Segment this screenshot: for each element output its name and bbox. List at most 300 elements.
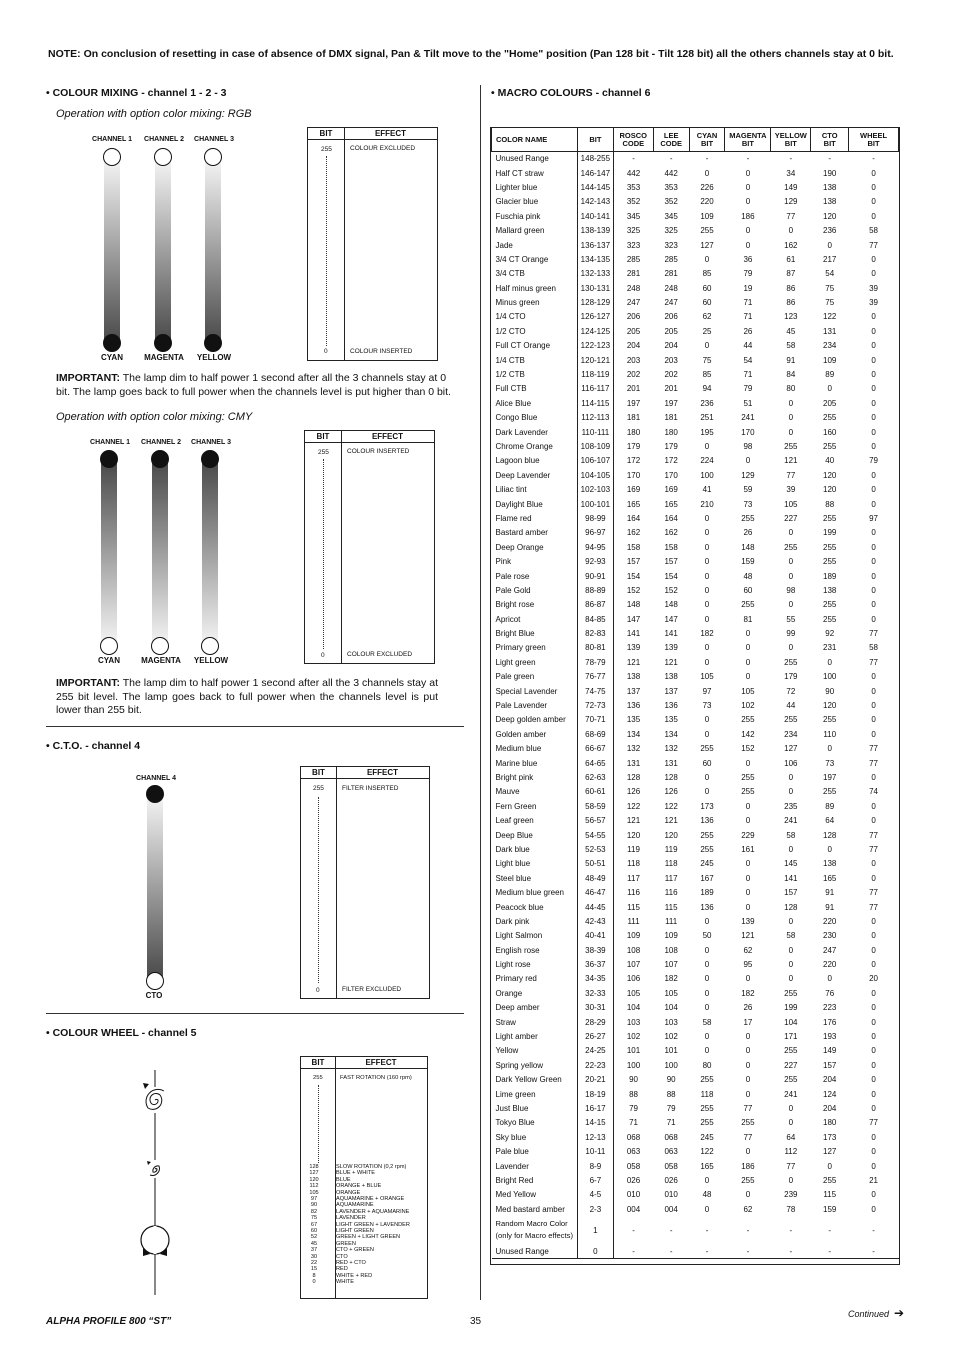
macro-color-name: Deep Lavender: [495, 470, 551, 480]
macro-cell: 255: [823, 787, 837, 797]
macro-cell: 172: [626, 456, 641, 466]
macro-cell: 77: [869, 744, 879, 754]
macro-cell: 170: [741, 427, 755, 437]
macro-cell: 116: [664, 888, 678, 898]
cmy-effect-table: [304, 430, 435, 664]
rgb-subtitle: Operation with option color mixing: RGB: [56, 108, 252, 120]
macro-cell: 180: [664, 427, 678, 437]
macro-cell: 0: [704, 542, 710, 552]
macro-cell: 152: [626, 585, 641, 595]
macro-cell: 0: [704, 1175, 710, 1185]
macro-cell: 255: [741, 715, 755, 725]
macro-color-name: Pink: [495, 557, 512, 567]
macro-cell: 146-147: [577, 166, 613, 180]
macro-cell: -: [725, 1244, 771, 1258]
macro-cell: 147: [664, 614, 678, 624]
macro-cell: 77: [786, 1161, 796, 1171]
macro-cell: -: [811, 1244, 849, 1258]
cto-open-circle: [146, 972, 164, 990]
macro-cell: 0: [704, 513, 710, 523]
macro-cell: 0: [827, 240, 832, 250]
cmy-cyan-open-circle: [100, 637, 118, 655]
macro-cell: 114-115: [577, 396, 613, 410]
macro-column-header: MAGENTA BIT: [725, 128, 771, 152]
macro-color-name: Jade: [495, 240, 513, 250]
macro-cell: 0: [871, 1204, 876, 1214]
macro-cell: 0: [704, 960, 710, 970]
macro-color-name: Lighter blue: [495, 182, 538, 192]
macro-cell: 255: [784, 542, 798, 552]
macro-cell: 80: [702, 1060, 712, 1070]
macro-cell: 138: [823, 585, 837, 595]
macro-color-name: 1/2 CTO: [495, 326, 526, 336]
macro-color-name: Deep amber: [495, 1003, 540, 1013]
macro-cell: 0: [788, 960, 794, 970]
macro-color-name: Lagoon blue: [495, 456, 540, 466]
macro-cell: 1: [577, 1216, 613, 1244]
macro-cell: 255: [784, 988, 798, 998]
rgb-effect-table: [307, 127, 438, 361]
macro-cell: 52-53: [577, 842, 613, 856]
macro-cell: 165: [823, 873, 837, 883]
macro-cell: 106-107: [577, 454, 613, 468]
macro-cell: 197: [664, 398, 678, 408]
macro-cell: 0: [871, 931, 876, 941]
macro-cell: 186: [741, 1161, 755, 1171]
macro-cell: 325: [664, 226, 678, 236]
macro-color-name: Apricot: [495, 614, 521, 624]
macro-cell: 90: [629, 1075, 638, 1085]
macro-cell: 0: [704, 643, 710, 653]
macro-cell: 193: [823, 1032, 837, 1042]
macro-cell: 0: [871, 542, 876, 552]
macro-cell: 227: [784, 1060, 798, 1070]
macro-cell: 77: [869, 902, 879, 912]
macro-cell: 120-121: [577, 353, 613, 367]
macro-color-name: Light amber: [495, 1032, 538, 1042]
macro-cell: 0: [788, 600, 794, 610]
macro-cell: 95: [743, 960, 753, 970]
macro-cell: 147: [626, 614, 641, 624]
macro-color-name: Spring yellow: [495, 1060, 544, 1070]
macro-color-name: Deep Orange: [495, 542, 544, 552]
macro-cell: 44: [786, 701, 796, 711]
macro-table-row: [492, 425, 899, 439]
macro-cell: 79: [629, 1103, 638, 1113]
macro-cell: 75: [825, 298, 835, 308]
wheel-row-effect: GREEN: [336, 1240, 356, 1247]
macro-cell: 12-13: [577, 1130, 613, 1144]
macro-cell: 255: [823, 614, 837, 624]
macro-table-row: [492, 267, 899, 281]
macro-table-row: [492, 929, 899, 943]
wheel-row-bit: 128: [309, 1164, 319, 1170]
macro-cell: 90: [825, 686, 835, 696]
macro-color-name: Light rose: [495, 960, 531, 970]
macro-table-row: [492, 957, 899, 971]
macro-cell: 141: [626, 629, 641, 639]
macro-cell: 100: [823, 672, 837, 682]
macro-table-row: [492, 1202, 899, 1216]
macro-cell: 157: [664, 557, 678, 567]
macro-cell: 138: [823, 859, 837, 869]
macro-table-row: [492, 871, 899, 885]
macro-cell: 0: [827, 657, 832, 667]
macro-cell: 0: [745, 1032, 751, 1042]
macro-table-row: [492, 972, 899, 986]
macro-cell: 105: [784, 499, 798, 509]
macro-cell: 109: [626, 931, 641, 941]
macro-cell: 442: [626, 168, 641, 178]
rgb-cyan-bar: [104, 160, 120, 342]
macro-cell: 169: [626, 485, 641, 495]
macro-cell: -: [872, 1225, 875, 1235]
macro-color-name: Pale blue: [495, 1147, 529, 1157]
macro-cell: 90-91: [577, 569, 613, 583]
macro-cell: 77: [869, 629, 879, 639]
product-name: ALPHA PROFILE 800 “ST”: [46, 1316, 172, 1327]
macro-cell: 167: [700, 873, 714, 883]
macro-cell: 128-129: [577, 295, 613, 309]
top-effect: FAST ROTATION (160 rpm): [340, 1075, 412, 1081]
macro-cell: 255: [784, 1075, 798, 1085]
macro-cell: 71: [629, 1118, 638, 1128]
bottom-effect: FILTER EXCLUDED: [342, 986, 402, 993]
macro-table-row: [492, 396, 899, 410]
macro-color-name: Pale Gold: [495, 585, 531, 595]
macro-color-name: Chrome Orange: [495, 442, 553, 451]
macro-cell: 87: [786, 269, 796, 279]
macro-cell: 0: [745, 182, 751, 192]
macro-cell: 136-137: [577, 238, 613, 252]
table-header: [305, 431, 434, 443]
macro-cell: 116-117: [577, 382, 613, 396]
macro-cell: -: [828, 1225, 832, 1235]
macro-cell: 0: [871, 341, 876, 351]
rgb-cyan-open-circle: [103, 148, 121, 166]
macro-cell: 77: [869, 240, 879, 250]
wheel-row-effect: AQUAMARINE + ORANGE: [336, 1196, 405, 1202]
macro-cell: 115: [664, 902, 678, 912]
macro-cell: 26-27: [577, 1029, 613, 1043]
macro-cell: 126: [626, 787, 641, 797]
macro-color-name: 3/4 CT Orange: [495, 254, 549, 264]
macro-cell: 189: [700, 888, 714, 898]
macro-cell: 62-63: [577, 770, 613, 784]
macro-cell: 0: [871, 1017, 876, 1027]
macro-cell: 0: [871, 1089, 876, 1099]
macro-cell: 0: [871, 801, 876, 811]
macro-cell: 135: [664, 715, 678, 725]
rgb-magenta-filled-circle: [154, 334, 172, 352]
macro-cell: 239: [784, 1190, 798, 1200]
macro-cell: 004: [664, 1204, 678, 1214]
macro-cell: 71: [743, 370, 753, 380]
wheel-row-effect: ORANGE: [336, 1189, 361, 1196]
macro-cell: 180: [626, 427, 641, 437]
page-number: 35: [470, 1316, 482, 1327]
macro-color-name: Dark Lavender: [495, 427, 548, 437]
macro-cell: -: [849, 1244, 899, 1258]
macro-cell: 107: [664, 960, 678, 970]
macro-color-name: Alice Blue: [495, 398, 532, 408]
macro-cell: 0: [704, 787, 710, 797]
macro-cell: 121: [626, 657, 641, 667]
macro-cell: 231: [823, 643, 837, 653]
cmy-magenta-open-circle: [151, 637, 169, 655]
cto-label: CTO: [145, 991, 163, 1000]
macro-cell: 129: [784, 197, 798, 207]
macro-cell: 0: [745, 816, 751, 826]
macro-cell: 245: [700, 859, 714, 869]
macro-cell: 74: [869, 787, 879, 797]
cmy-cyan-bar: [101, 462, 117, 644]
macro-cell: 0: [704, 528, 710, 538]
macro-cell: 137: [626, 686, 641, 696]
macro-color-name: Tokyo Blue: [495, 1118, 535, 1128]
macro-cell: 103: [664, 1017, 678, 1027]
macro-table-row: [492, 468, 899, 482]
macro-cell: 97: [869, 513, 879, 523]
macro-cell: 118: [664, 859, 678, 869]
macro-cell: 0: [871, 427, 876, 437]
macro-cell: 224: [700, 456, 714, 466]
wheel-row-bit: 105: [309, 1189, 319, 1196]
macro-column-header: BIT: [577, 128, 613, 152]
macro-cell: 0: [745, 859, 751, 869]
macro-cell: 60: [702, 298, 712, 308]
macro-cell: 205: [626, 326, 641, 336]
macro-color-name: Leaf green: [495, 816, 534, 826]
macro-cell: 44-45: [577, 900, 613, 914]
macro-cell: 0: [871, 211, 876, 221]
macro-table-row: [492, 756, 899, 770]
macro-cell: 26: [743, 1003, 753, 1013]
macro-cell: 0: [871, 686, 876, 696]
macro-cell: 0: [745, 974, 751, 984]
macro-cell: 86: [786, 283, 796, 293]
macro-cell: 0: [871, 312, 876, 322]
macro-cell: 255: [823, 1175, 837, 1185]
macro-cell: 48-49: [577, 871, 613, 885]
macro-cell: 100: [626, 1060, 641, 1070]
rgb-yellow-bar: [205, 160, 221, 342]
macro-table-row: [492, 1116, 899, 1130]
macro-cell: 104: [784, 1017, 798, 1027]
macro-cell: 120: [823, 701, 837, 711]
macro-table-row: [492, 770, 899, 784]
rgb-important-note: IMPORTANT: The lamp dim to half power 1 second after all the 3 channels stay at 0 bit. The lamp goes back to full power when the channels level is put higher than 0 bit.: [56, 372, 451, 398]
macro-cell: 0: [871, 269, 876, 279]
column-divider: [480, 85, 481, 1300]
macro-cell: 72-73: [577, 698, 613, 712]
macro-table-row: [492, 1101, 899, 1115]
macro-cell: 204: [823, 1103, 837, 1113]
macro-cell: 24-25: [577, 1044, 613, 1058]
macro-cell: 010: [626, 1190, 641, 1200]
macro-cell: 220: [823, 916, 837, 926]
macro-cell: 0: [871, 945, 876, 955]
macro-color-name: Light Salmon: [495, 931, 543, 941]
macro-cell: 62: [743, 1204, 753, 1214]
macro-cell: 62: [743, 945, 753, 955]
effect-header: EFFECT: [366, 768, 399, 777]
cto-title: • C.T.O. - channel 4: [46, 740, 141, 752]
macro-cell: 40: [825, 456, 835, 466]
macro-cell: 164: [664, 513, 678, 523]
wheel-rotation-icons: [130, 1070, 180, 1295]
macro-cell: 131: [664, 758, 678, 768]
macro-cell: 98-99: [577, 511, 613, 525]
bit-header: BIT: [316, 432, 330, 441]
macro-cell: 148: [664, 600, 678, 610]
macro-cell: 157: [784, 888, 798, 898]
macro-cell: 0: [788, 916, 794, 926]
macro-cell: 255: [741, 600, 755, 610]
macro-cell: 0: [745, 873, 751, 883]
macro-cell: 8-9: [577, 1159, 613, 1173]
macro-cell: 149: [784, 182, 798, 192]
macro-cell: 0: [745, 1075, 751, 1085]
wheel-row-bit: 15: [310, 1266, 318, 1273]
macro-cell: 0: [745, 1147, 751, 1157]
macro-cell: 0: [745, 657, 751, 667]
macro-color-name: Bright pink: [495, 772, 534, 782]
macro-cell: 0: [871, 859, 876, 869]
macro-cell: 104: [664, 1003, 678, 1013]
macro-table-row: [492, 195, 899, 209]
macro-cell: 51: [743, 398, 753, 408]
macro-cell: 353: [664, 182, 678, 192]
macro-cell: 345: [664, 211, 678, 221]
macro-cell: 173: [823, 1132, 837, 1142]
macro-cell: 112: [784, 1147, 798, 1157]
macro-table-row: [492, 1044, 899, 1058]
wheel-row-effect: RED + CTO: [336, 1260, 366, 1266]
macro-cell: 255: [784, 715, 798, 725]
macro-cell: 0: [871, 1003, 876, 1013]
macro-cell: 241: [784, 1089, 798, 1099]
macro-cell: 118-119: [577, 367, 613, 381]
macro-cell: 285: [626, 254, 641, 264]
macro-cell: 50: [702, 931, 712, 941]
stepped-wheel-icon: [141, 1226, 169, 1256]
macro-cell: 10-11: [577, 1144, 613, 1158]
macro-cell: 0: [827, 1161, 832, 1171]
wheel-row-bit: 82: [310, 1208, 318, 1215]
macro-cell: 0: [788, 226, 794, 236]
macro-table-row: [492, 324, 899, 338]
macro-color-name: Dark pink: [495, 916, 530, 926]
macro-cell: 126-127: [577, 310, 613, 324]
macro-cell: 45: [786, 326, 796, 336]
macro-cell: 0: [788, 557, 794, 567]
wheel-row-bit: 127: [309, 1170, 319, 1177]
macro-color-name: 3/4 CTB: [495, 269, 525, 279]
table-header: [308, 128, 437, 140]
macro-column-header: COLOR NAME: [492, 128, 578, 152]
macro-cell: 96-97: [577, 526, 613, 540]
macro-cell: 89: [825, 801, 835, 811]
macro-table-row: [492, 439, 899, 453]
macro-cell: 195: [700, 427, 714, 437]
macro-table-row: [492, 411, 899, 425]
macro-cell: 42-43: [577, 914, 613, 928]
macro-cell: 0: [788, 945, 794, 955]
macro-cell: 179: [784, 672, 798, 682]
macro-table-row: [492, 511, 899, 525]
rgb-yellow-label: YELLOW: [196, 353, 232, 362]
macro-cell: 0: [745, 643, 751, 653]
macro-cell: 0: [871, 1060, 876, 1070]
macro-cell: 158: [664, 542, 678, 552]
macro-table-row: [492, 1144, 899, 1158]
macro-cell: 58: [786, 931, 796, 941]
macro-cell: 105: [741, 686, 755, 696]
macro-table-row: [492, 1216, 899, 1244]
macro-cell: 255: [700, 1103, 714, 1113]
macro-cell: 247: [823, 945, 837, 955]
macro-color-name: Special Lavender: [495, 686, 558, 696]
macro-cell: -: [632, 1225, 635, 1235]
macro-cell: 89: [825, 370, 835, 380]
macro-cell: 39: [786, 485, 796, 495]
macro-cell: 255: [700, 744, 714, 754]
macro-color-name: Lime green: [495, 1089, 536, 1099]
macro-table-row: [492, 670, 899, 684]
macro-cell: 0: [871, 571, 876, 581]
macro-cell: 36-37: [577, 957, 613, 971]
wheel-row-bit: 52: [310, 1234, 318, 1241]
macro-cell: 97: [702, 686, 712, 696]
macro-cell: 0: [704, 557, 710, 567]
macro-cell: 203: [664, 355, 678, 365]
macro-cell: 0: [788, 413, 794, 423]
macro-cell: 159: [823, 1204, 837, 1214]
macro-column-header: CTO BIT: [811, 128, 849, 152]
macro-cell: 106: [784, 758, 798, 768]
macro-color-name: Mauve: [495, 787, 520, 797]
wheel-row-effect: AQUAMARINE: [336, 1202, 374, 1209]
macro-cell: 152: [741, 744, 755, 754]
cmy-magenta-label: MAGENTA: [141, 656, 181, 665]
rgb-channel-1-label: CHANNEL 1: [92, 136, 132, 143]
macro-cell: 197: [626, 398, 641, 408]
macro-color-name: Bright Blue: [495, 629, 535, 639]
macro-color-name: Bright Red: [495, 1175, 534, 1185]
macro-cell: 0: [871, 729, 876, 739]
macro-cell: 88: [666, 1089, 676, 1099]
macro-table-row: [492, 986, 899, 1000]
macro-cell: 0: [871, 499, 876, 509]
macro-cell: 77: [743, 1132, 753, 1142]
macro-cell: 122: [700, 1147, 714, 1157]
macro-cell: 199: [784, 1003, 798, 1013]
macro-cell: 58-59: [577, 799, 613, 813]
macro-cell: 169: [664, 485, 678, 495]
macro-cell: 92: [825, 629, 835, 639]
macro-cell: 182: [741, 988, 755, 998]
macro-cell: 162: [664, 528, 678, 538]
macro-cell: 120: [823, 470, 837, 480]
macro-cell: 170: [626, 470, 641, 480]
continued-label: Continued: [848, 1309, 890, 1319]
macro-cell: 0: [704, 988, 710, 998]
macro-table-row: [492, 727, 899, 741]
macro-cell: -: [746, 1225, 750, 1235]
macro-cell: 17: [743, 1017, 753, 1027]
macro-cell: 132: [664, 744, 678, 754]
